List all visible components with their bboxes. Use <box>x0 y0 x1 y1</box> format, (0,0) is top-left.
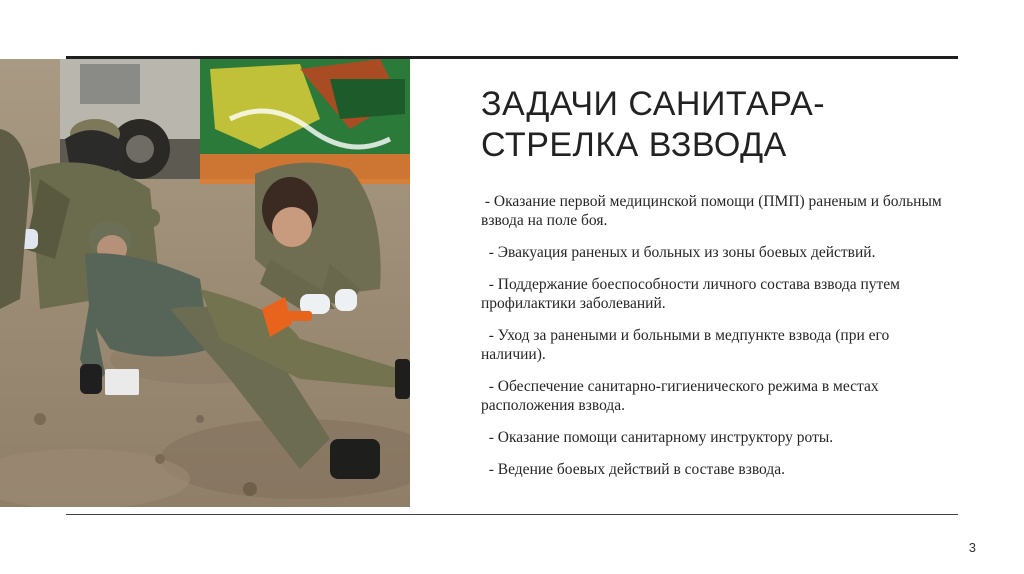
bottom-divider <box>66 514 958 515</box>
page-number: 3 <box>968 540 976 555</box>
task-item: - Уход за ранеными и больными в медпункте взвода (при его наличии). <box>481 327 890 363</box>
task-item: - Обеспечение санитарно-гигиенического режима в местах расположения взвода. <box>481 378 879 414</box>
task-item: - Оказание помощи санитарному инструктору роты. <box>481 429 834 446</box>
task-item: - Поддержание боеспособности личного состава взвода путем профилактики заболеваний. <box>481 276 900 312</box>
task-item: - Оказание первой медицинской помощи (ПМП) раненым и больным взвода на поле боя. <box>481 193 942 229</box>
task-list <box>481 192 951 492</box>
task-item: - Эвакуация раненых и больных из зоны боевых действий. <box>481 244 876 261</box>
field-medic-photo <box>0 59 410 507</box>
task-item: - Ведение боевых действий в составе взвода. <box>481 461 785 478</box>
slide-title: ЗАДАЧИ САНИТАРА-СТРЕЛКА ВЗВОДА <box>481 85 826 164</box>
